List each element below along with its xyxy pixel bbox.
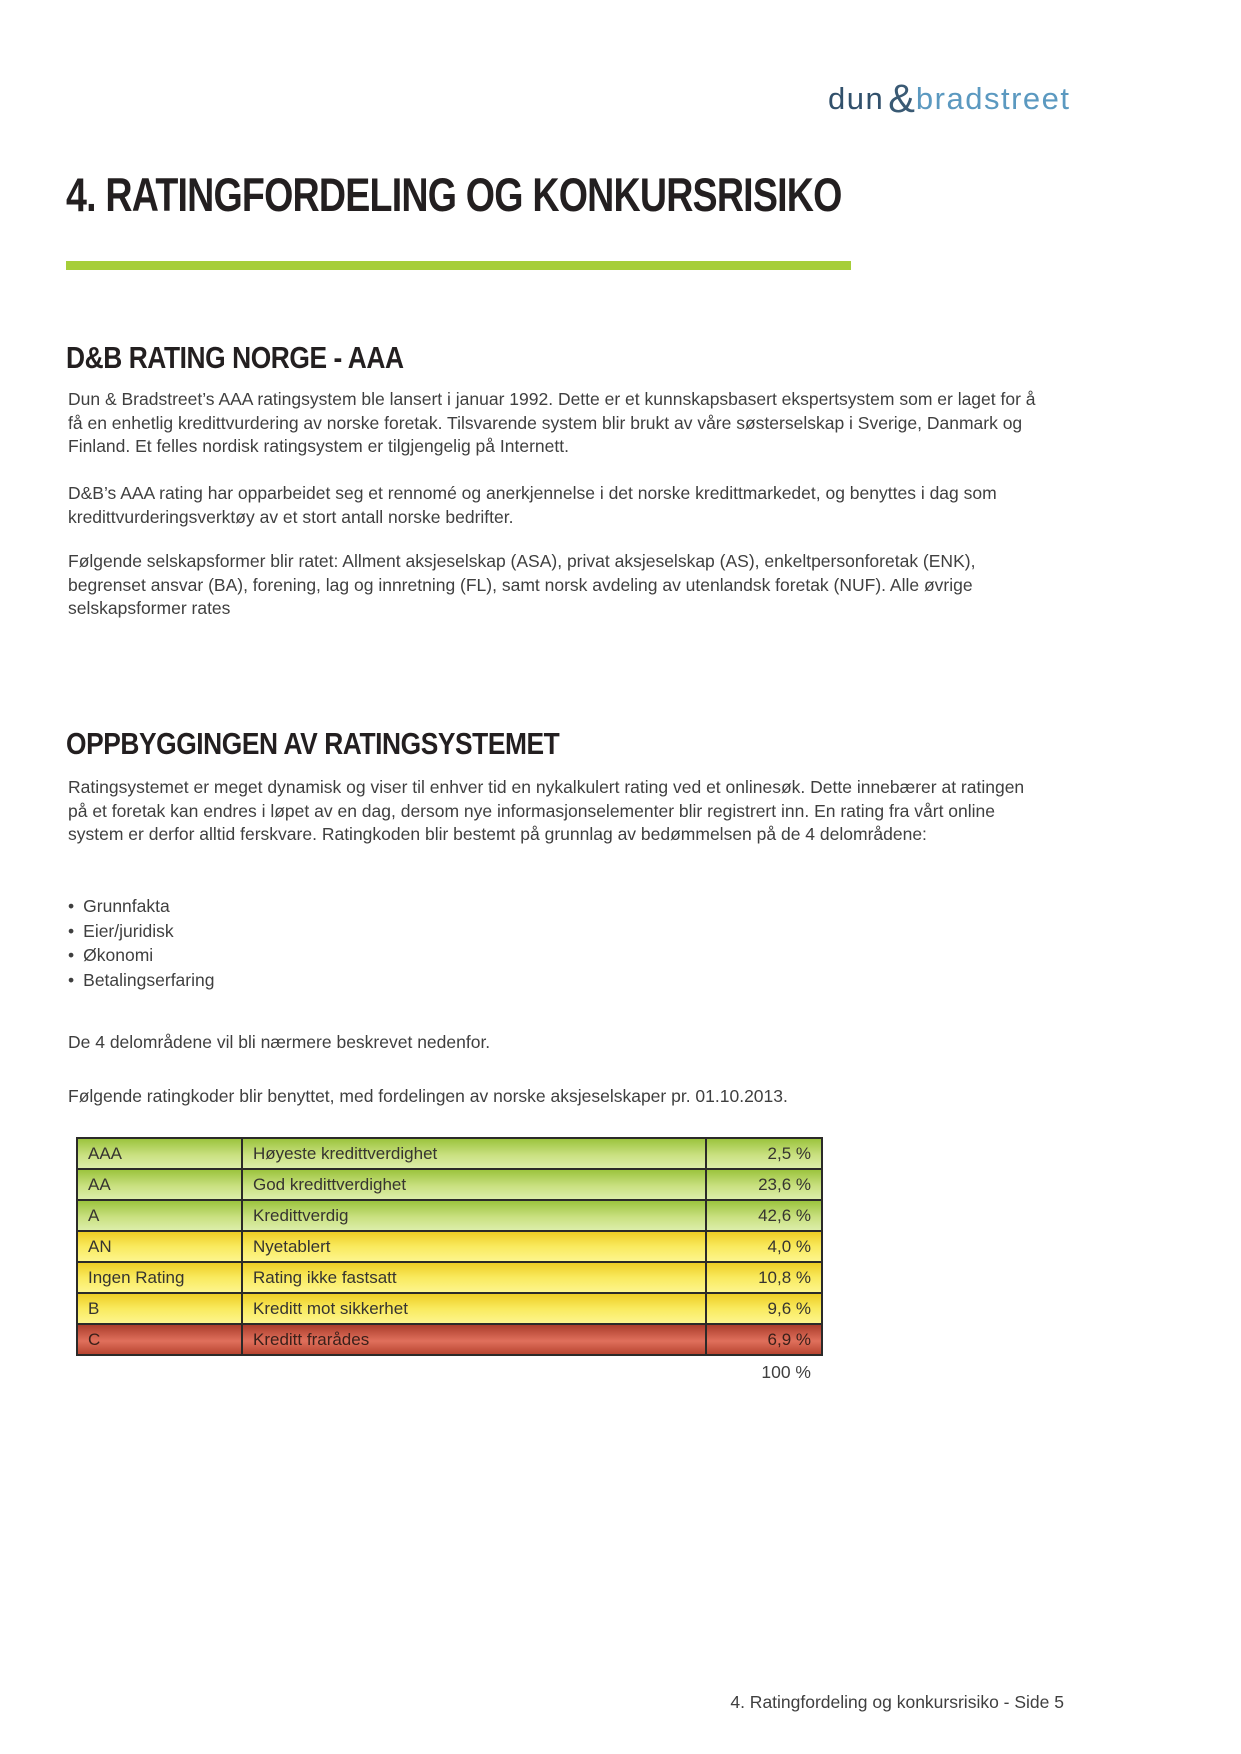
rating-share-cell: 4,0 % (706, 1231, 822, 1262)
rating-description-cell: Kreditt mot sikkerhet (242, 1293, 706, 1324)
bullet-item: • Betalingserfaring (68, 968, 214, 993)
rating-share-cell: 6,9 % (706, 1324, 822, 1355)
table-row (77, 1324, 822, 1355)
paragraph: De 4 delområdene vil bli nærmere beskrevet nedenfor. (68, 1032, 491, 1052)
logo-ampersand-icon: & (888, 77, 915, 121)
logo-text-dun: dun (828, 81, 885, 116)
subarea-bullet-list (68, 894, 214, 992)
table-total-percentage: 100 % (761, 1362, 811, 1382)
rating-code-cell: Ingen Rating (77, 1262, 242, 1293)
paragraph: Dun & Bradstreet’s AAA ratingsystem ble lansert i januar 1992. Dette er et kunnskapsbasert ekspertsystem som er laget for å få en enhetlig kredittvurdering av norske foretak. Tilsvarende system blir brukt av våre søsterselskap i Sverige, Danmark og Finland. Et felles nordisk ratingsystem er tilgjengelig på Internett. (68, 389, 1036, 456)
rating-description-cell: Høyeste kredittverdighet (242, 1138, 706, 1169)
table-row (77, 1262, 822, 1293)
table-row (77, 1169, 822, 1200)
paragraph: Ratingsystemet er meget dynamisk og viser til enhver tid en nykalkulert rating ved et onlinesøk. Dette innebærer at ratingen på et foretak kan endres i løpet av en dag, dersom nye informasjonselementer blir registrert inn. En rating fra vårt online system er derfor alltid ferskvare. Ratingkoden blir bestemt på grunnlag av bedømmelsen på de 4 delområdene: (68, 777, 1025, 844)
rating-description-cell: God kredittverdighet (242, 1169, 706, 1200)
table-row (77, 1200, 822, 1231)
paragraph: Følgende selskapsformer blir ratet: Allment aksjeselskap (ASA), privat aksjeselskap (AS), enkeltpersonforetak (ENK), begrenset ansvar (BA), forening, lag og innretning (FL), samt norsk avdeling av utenlandsk foretak (NUF). Alle øvrige selskapsformer rates (68, 551, 976, 618)
rating-distribution-table (76, 1137, 823, 1356)
table-row (77, 1138, 822, 1169)
logo-text-bradstreet: bradstreet (915, 81, 1071, 116)
rating-share-cell: 42,6 % (706, 1200, 822, 1231)
rating-description-cell: Nyetablert (242, 1231, 706, 1262)
rating-code-cell: A (77, 1200, 242, 1231)
rating-code-cell: AAA (77, 1138, 242, 1169)
page-footer: 4. Ratingfordeling og konkursrisiko - Side 5 (730, 1692, 1064, 1712)
page-title: 4. RATINGFORDELING OG KONKURSRISIKO (66, 168, 842, 221)
bullet-item: • Grunnfakta (68, 894, 214, 919)
table-row (77, 1293, 822, 1324)
rating-share-cell: 23,6 % (706, 1169, 822, 1200)
rating-description-cell: Rating ikke fastsatt (242, 1262, 706, 1293)
rating-code-cell: B (77, 1293, 242, 1324)
rating-share-cell: 9,6 % (706, 1293, 822, 1324)
rating-code-cell: AA (77, 1169, 242, 1200)
title-accent-bar (66, 261, 851, 270)
rating-share-cell: 2,5 % (706, 1138, 822, 1169)
section-heading-oppbyggingen: OPPBYGGINGEN AV RATINGSYSTEMET (66, 726, 560, 761)
section-heading-db-rating-norge: D&B RATING NORGE - AAA (66, 340, 404, 375)
bullet-item: • Eier/juridisk (68, 919, 214, 944)
rating-code-cell: AN (77, 1231, 242, 1262)
dun-bradstreet-logo (828, 74, 1071, 119)
bullet-item: • Økonomi (68, 943, 214, 968)
paragraph: D&B’s AAA rating har opparbeidet seg et rennomé og anerkjennelse i det norske kredittmarkedet, og benyttes i dag som kredittvurderingsverktøy av et stort antall norske bedrifter. (68, 483, 997, 527)
table-row (77, 1231, 822, 1262)
rating-description-cell: Kreditt frarådes (242, 1324, 706, 1355)
paragraph: Følgende ratingkoder blir benyttet, med fordelingen av norske aksjeselskaper pr. 01.10.2013. (68, 1086, 788, 1106)
rating-share-cell: 10,8 % (706, 1262, 822, 1293)
rating-description-cell: Kredittverdig (242, 1200, 706, 1231)
rating-code-cell: C (77, 1324, 242, 1355)
